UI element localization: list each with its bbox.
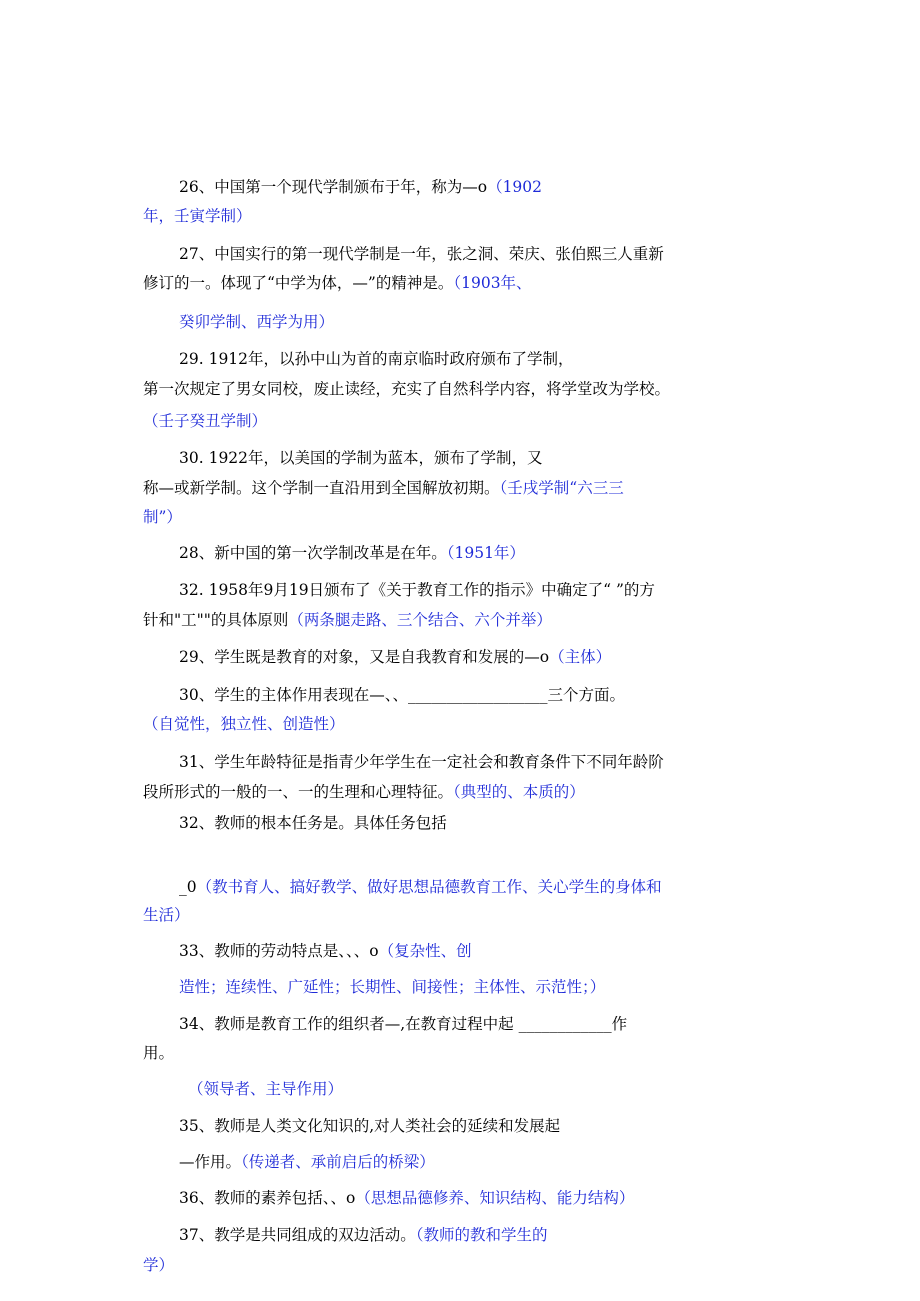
- text-line: 34、教师是教育工作的组织者—,在教育过程中起 ____________作: [179, 1015, 628, 1033]
- text-line: 30. 1922年，以美国的学制为蓝本，颁布了学制，又: [179, 449, 543, 467]
- text-line: 造性；连续性、广延性；长期性、间接性；主体性、示范性；）: [179, 978, 606, 996]
- text-line: 27、中国实行的第一现代学制是一年，张之洞、荣庆、张伯熙三人重新: [179, 245, 664, 263]
- text-line: （领导者、主导作用）: [188, 1080, 344, 1098]
- text-line: 33、教师的劳动特点是、、、o（复杂性、创: [179, 942, 472, 960]
- text-line: 37、教学是共同组成的双边活动。（教师的教和学生的: [179, 1226, 548, 1244]
- text-line: 31、学生年龄特征是指青少年学生在一定社会和教育条件下不同年龄阶: [179, 753, 664, 771]
- text-line: （壬子癸丑学制）: [143, 412, 268, 430]
- text-line: 称—或新学制。这个学制一直沿用到全国解放初期。（壬戌学制“六三三: [143, 479, 624, 497]
- text-line: 36、教师的素养包括、、o（思想品德修养、知识结构、能力结构）: [179, 1189, 635, 1207]
- text-line: 29. 1912年，以孙中山为首的南京临时政府颁布了学制，: [179, 350, 574, 368]
- text-line: 第一次规定了男女同校，废止读经，充实了自然科学内容，将学堂改为学校。: [143, 380, 671, 398]
- text-line: 28、新中国的第一次学制改革是在年。（1951年）: [179, 544, 525, 562]
- text-line: 用。: [143, 1044, 175, 1062]
- text-line: （自觉性，独立性、创造性）: [143, 715, 345, 733]
- text-line: 针和"工""的具体原则（两条腿走路、三个结合、六个并举）: [143, 611, 552, 629]
- text-line: 29、学生既是教育的对象，又是自我教育和发展的—o（主体）: [179, 648, 612, 666]
- text-line: 35、教师是人类文化知识的,对人类社会的延续和发展起: [179, 1117, 561, 1135]
- text-line: 生活）: [143, 906, 190, 924]
- text-line: 32. 1958年9月19日颁布了《关于教育工作的指示》中确定了“ ”的方: [179, 581, 655, 599]
- text-line: 26、中国第一个现代学制颁布于年，称为—o（1902: [179, 178, 543, 196]
- text-line: 癸卯学制、西学为用）: [179, 313, 335, 331]
- text-line: —作用。（传递者、承前启后的桥梁）: [179, 1153, 435, 1171]
- text-line: 学）: [143, 1256, 175, 1274]
- text-line: 年，壬寅学制）: [143, 207, 252, 225]
- text-line: 修订的一。体现了“中学为体，—”的精神是。（1903年、: [143, 274, 532, 292]
- text-line: 30、学生的主体作用表现在—、、__________________三个方面。: [179, 686, 625, 704]
- text-line: 32、教师的根本任务是。具体任务包括: [179, 814, 447, 832]
- text-line: 段所形式的一般的一、一的生理和心理特征。（典型的、本质的）: [143, 783, 585, 801]
- text-line: _0（教书育人、搞好教学、做好思想品德教育工作、关心学生的身体和: [179, 878, 662, 896]
- text-line: 制”）: [143, 508, 182, 526]
